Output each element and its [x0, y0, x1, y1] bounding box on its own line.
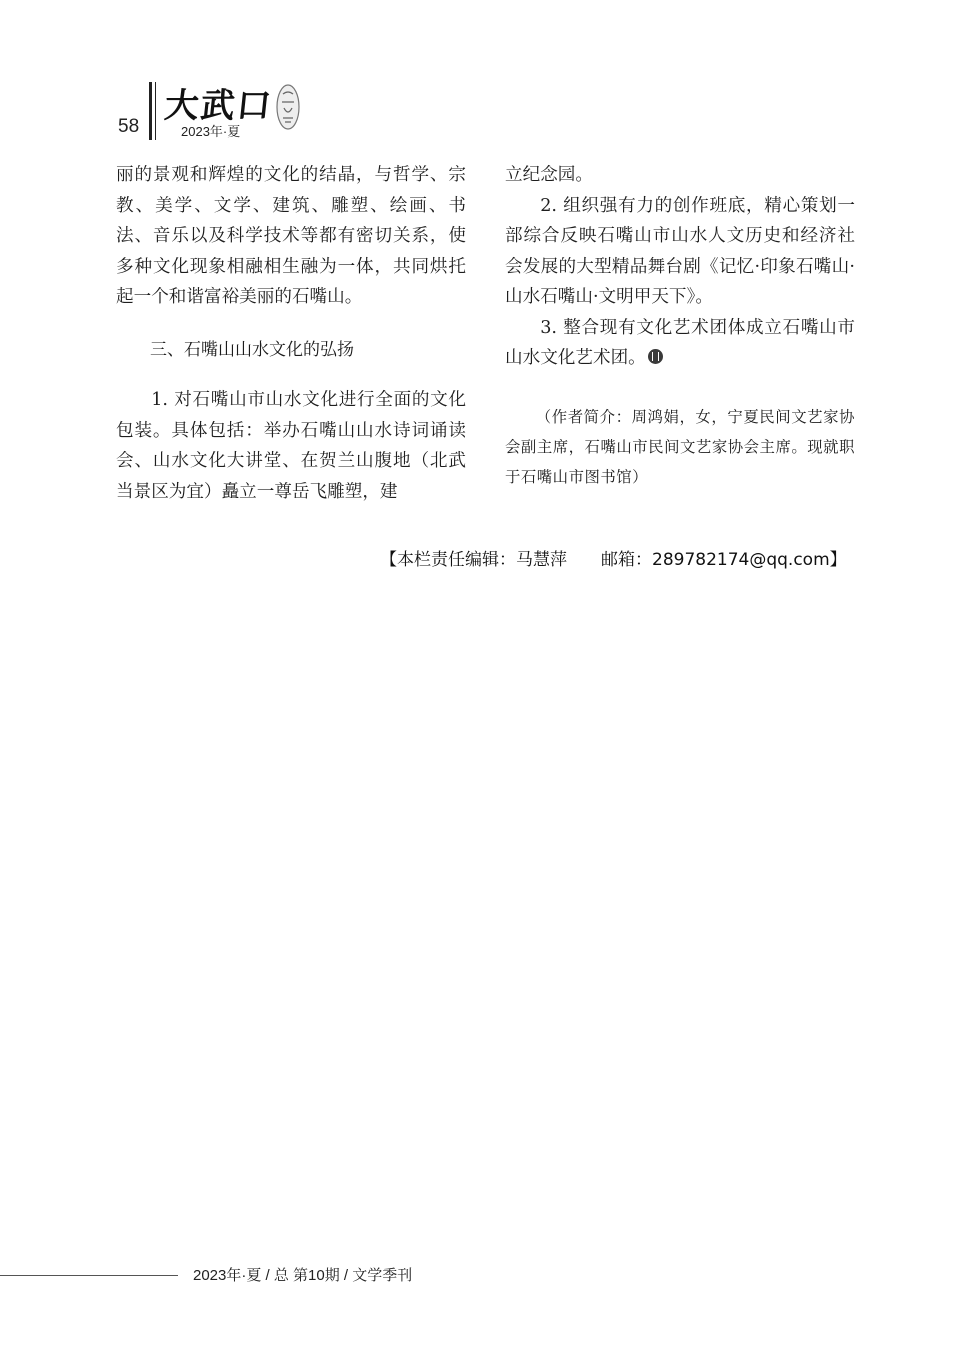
left-column	[116, 160, 466, 507]
final-paragraph-text: 3. 整合现有文化艺术团体成立石嘴山市山水文化艺术团。	[505, 317, 855, 368]
seal-icon	[275, 82, 301, 132]
header-divider-thin	[155, 82, 156, 140]
body-paragraph: 立纪念园。	[505, 165, 593, 185]
header-divider-thick	[149, 82, 152, 140]
editor-label: 【本栏责任编辑：马慧萍	[380, 550, 567, 570]
end-mark-icon	[648, 349, 663, 364]
author-note: （作者简介：周鸿娟，女，宁夏民间文艺家协会副主席，石嘴山市民间文艺家协会主席。现就职于石嘴山市图书馆）	[505, 407, 855, 486]
page-header	[115, 78, 315, 140]
right-column	[505, 160, 855, 492]
body-paragraph: 丽的景观和辉煌的文化的结晶，与哲学、宗教、美学、文学、建筑、雕塑、绘画、书法、音乐以及科学技术等都有密切关系，使多种文化现象相融相生融为一体，共同烘托起一个和谐富裕美丽的石嘴山。	[116, 165, 466, 307]
footer-rule	[0, 1275, 178, 1276]
page-number: 58	[118, 116, 140, 137]
body-paragraph: 1. 对石嘴山市山水文化进行全面的文化包装。具体包括：举办石嘴山山水诗词诵读会、山水文化大讲堂、在贺兰山腹地（北武当景区为宜）矗立一尊岳飞雕塑，建	[116, 390, 466, 502]
body-paragraph: 2. 组织强有力的创作班底，精心策划一部综合反映石嘴山市山水人文历史和经济社会发展的大型精品舞台剧《记忆·印象石嘴山·山水石嘴山·文明甲天下》。	[505, 195, 855, 307]
section-heading: 三、石嘴山山水文化的弘扬	[150, 339, 354, 360]
editor-info	[380, 545, 850, 570]
body-paragraph-final	[505, 313, 855, 374]
editor-email: 邮箱：289782174@qq.com】	[601, 550, 847, 570]
page-footer: 2023年·夏 / 总 第10期 / 文学季刊	[193, 1267, 413, 1284]
magazine-issue: 2023年·夏	[181, 124, 241, 139]
magazine-title: 大武口	[162, 86, 275, 126]
